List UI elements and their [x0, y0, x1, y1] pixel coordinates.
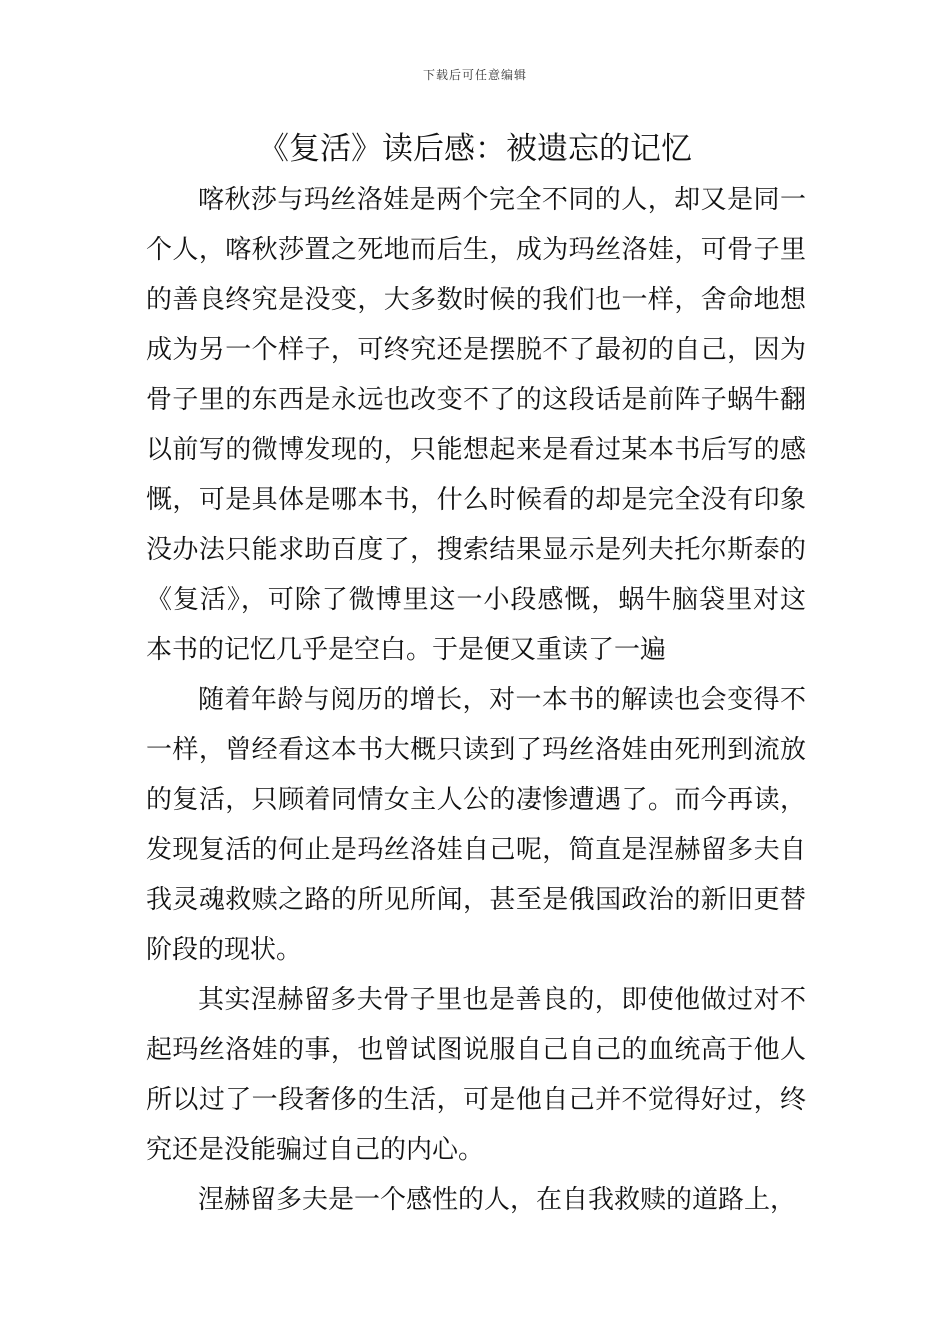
document-body	[146, 175, 806, 1225]
document-title: 《复活》读后感：被遗忘的记忆	[258, 131, 692, 167]
paragraph-1: 喀秋莎与玛丝洛娃是两个完全不同的人，却又是同一个人，喀秋莎置之死地而后生，成为玛丝洛娃，可骨子里的善良终究是没变，大多数时候的我们也一样，舍命地想成为另一个样子，可终究还是摆脱不了最初的自己，因为骨子里的东西是永远也改变不了的这段话是前阵子蜗牛翻以前写的微博发现的，只能想起来是看过某本书后写的感慨，可是具体是哪本书，什么时候看的却是完全没有印象没办法只能求助百度了，搜索结果显示是列夫托尔斯泰的《复活》，可除了微博里这一小段感慨，蜗牛脑袋里对这本书的记忆几乎是空白。于是便又重读了一遍	[146, 185, 806, 665]
paragraph-2: 随着年龄与阅历的增长，对一本书的解读也会变得不一样，曾经看这本书大概只读到了玛丝洛娃由死刑到流放的复活，只顾着同情女主人公的凄惨遭遇了。而今再读，发现复活的何止是玛丝洛娃自己呢，简直是涅赫留多夫自我灵魂救赎之路的所见所闻，甚至是俄国政治的新旧更替阶段的现状。	[146, 685, 806, 965]
paragraph-4: 涅赫留多夫是一个感性的人，在自我救赎的道路上，	[198, 1185, 797, 1215]
header-note: 下载后可任意编辑	[422, 68, 527, 82]
paragraph-3: 其实涅赫留多夫骨子里也是善良的，即使他做过对不起玛丝洛娃的事，也曾试图说服自己自己的血统高于他人所以过了一段奢侈的生活，可是他自己并不觉得好过，终究还是没能骗过自己的内心。	[146, 985, 806, 1165]
